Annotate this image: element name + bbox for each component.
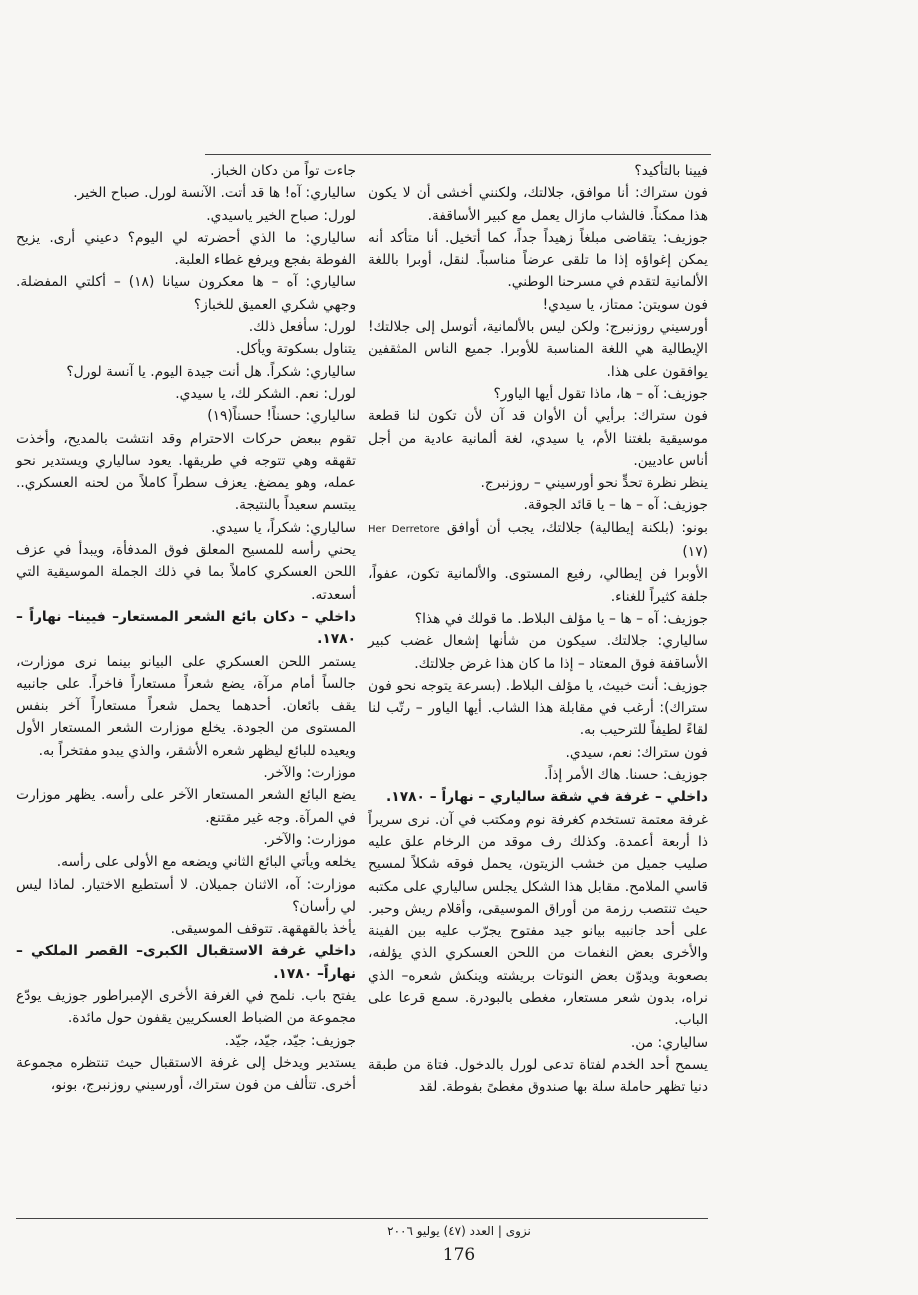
paragraph: بونو: (بلكنة إيطالية) جلالتك، يجب أن أوافق Her Derretore (١٧): [368, 519, 708, 561]
scene-heading: داخلي غرفة الاستقبال الكبرى– القصر الملكي – نهاراً– ١٧٨٠.: [16, 943, 356, 982]
paragraph: يحني رأسه للمسيح المعلق فوق المدفأة، ويبدأ في عزف اللحن العسكري كاملاً بما في ذلك الجملة الموسيقية التي أسعدته.: [16, 542, 356, 603]
paragraph: فون ستراك: نعم، سيدي.: [565, 744, 708, 761]
paragraph: سالياري: آه – ها معكرون سيانا (١٨) – أكلتي المفضلة. وجهي شكري العميق للخباز؟: [16, 274, 356, 313]
paragraph: سالياري: ما الذي أحضرته لي اليوم؟ دعيني أرى. يزيح الفوطة بفجع ويرفع غطاء العلبة.: [16, 229, 356, 269]
paragraph: موزارت: والآخر.: [263, 765, 356, 782]
paragraph: أورسيني روزنبرج: ولكن ليس بالألمانية، أتوسل إلى جلالتك! الإيطالية هي اللغة المناسبة للأوبرا. جميع الناس المثقفين يوافقون على هذا.: [368, 319, 708, 380]
paragraph: يستدير ويدخل إلى غرفة الاستقبال حيث تنتظره مجموعة أخرى. تتألف من فون ستراك، أورسيني روزنبرج، بونو،: [16, 1054, 356, 1094]
bottom-rule: [16, 1218, 708, 1219]
paragraph: يأخذ بالقهقهة. تتوقف الموسيقى.: [170, 921, 356, 938]
paragraph: سالياري: من.: [630, 1034, 708, 1051]
paragraph: يستمر اللحن العسكري على البيانو بينما نرى موزارت، جالساً أمام مرآة، يضع شعراً مستعاراً فاخراً. على جانبيه يقف بائعان. أحدهما يحمل شعراً مستعاراً آخر بنفس المستوى من الجودة. يخلع موزارت الشعر المستعار الأول ويعيده للبائع ليظهر شعره الأشقر، والذي يبدو مفتخراً به.: [16, 653, 356, 759]
paragraph: جوزيف: يتقاضى مبلغاً زهيداً جداً، كما أتخيل. أنا متأكد أنه يمكن إغواؤه إذا ما تلقى عرضاً مناسباً. لنقل، أوبرا باللغة الألمانية لتقدم في مسرحنا الوطني.: [368, 229, 708, 291]
scene-heading: داخلي – غرفة في شقة سالياري – نهاراً – ١٧٨٠.: [386, 789, 708, 806]
paragraph: جوزيف: آه – ها – يا مؤلف البلاط. ما قولك في هذا؟: [414, 610, 708, 627]
right-column: [368, 160, 708, 1098]
left-column: [16, 160, 356, 1096]
scene-heading: داخلي – دكان بائع الشعر المستعار– فيينا– نهاراً – ١٧٨٠.: [16, 608, 356, 648]
paragraph: يفتح باب. نلمح في الغرفة الأخرى الإمبراطور جوزيف يودّع مجموعة من الضباط العسكريين يقفون حول مائدة.: [16, 987, 356, 1027]
paragraph: جوزيف: آه – ها، ماذا تقول أيها الياور؟: [493, 385, 708, 402]
paragraph: يخلعه ويأتي البائع الثاني ويضعه مع الأولى على رأسه.: [56, 854, 356, 871]
paragraph: سالياري: جلالتك. سيكون من شأنها إشعال غضب كبير الأساقفة فوق المعتاد – إذا ما كان هذا غرض جلالتك.: [368, 633, 708, 672]
paragraph: يتناول بسكوتة ويأكل.: [235, 341, 356, 358]
paragraph: يضع البائع الشعر المستعار الآخر على رأسه. يظهر موزارت في المرآة. وجه غير مقتنع.: [16, 787, 356, 826]
paragraph: فون ستراك: أنا موافق، جلالتك، ولكنني أخشى أن لا يكون هذا ممكناً. فالشاب مازال يعمل مع كبير الأساقفة.: [368, 185, 708, 224]
paragraph: جوزيف: جيّد، جيّد، جيّد.: [224, 1032, 356, 1049]
paragraph: جوزيف: حسنا. هاك الأمر إذاً.: [544, 767, 708, 784]
paragraph: فيينا بالتأكيد؟: [634, 163, 708, 179]
paragraph: فون سويتن: ممتاز، يا سيدي!: [542, 296, 708, 313]
top-rule: [205, 154, 711, 155]
paragraph: سالياري: حسناً! حسناً(١٩): [207, 408, 356, 425]
paragraph: تقوم ببعض حركات الاحترام وقد انتشت بالمديح، وأخذت تقهقه وهي تتوجه في طريقها. يعود سالياري ويستدير نحو عمله، وهو يمضغ. يعزف سطراً كاملاً من لحنه العسكري.. يبتسم سعيداً بالنتيجة.: [16, 430, 356, 514]
paragraph: سالياري: آه! ها قد أتت. الآنسة لورل. صباح الخير.: [73, 185, 356, 202]
paragraph: لورل: صباح الخير ياسيدي.: [206, 207, 356, 224]
paragraph: جوزيف: أنت خبيث، يا مؤلف البلاط. (بسرعة يتوجه نحو فون ستراك): أرغب في مقابلة هذا الشاب. أيها الياور – رتّب لنا لقاءً لطيفاً للترحيب به.: [368, 677, 708, 739]
paragraph: لورل: نعم. الشكر لك، يا سيدي.: [175, 385, 356, 402]
paragraph: جاءت تواً من دكان الخباز.: [210, 163, 356, 179]
paragraph: سالياري: شكراً، يا سيدي.: [211, 519, 356, 536]
paragraph: يسمح أحد الخدم لفتاة تدعى لورل بالدخول. فتاة من طبقة دنيا تظهر حاملة سلة بها صندوق مغطىً بفوطة. لقد: [368, 1056, 708, 1096]
paragraph: لورل: سأفعل ذلك.: [248, 319, 356, 336]
paragraph: موزارت: آه، الاثنان جميلان. لا أستطيع الاختيار. لماذا ليس لي رأسان؟: [16, 876, 356, 915]
paragraph: موزارت: والآخر.: [263, 831, 356, 848]
journal-footer: نزوى | العدد (٤٧) يوليو ٢٠٠٦: [387, 1224, 531, 1238]
page-number: 176: [442, 1245, 476, 1265]
paragraph: غرفة معتمة تستخدم كغرفة نوم ومكتب في آن. نرى سريراً ذا أربعة أعمدة. وكذلك رف موقد من الرخام علق عليه صليب جميل من خشب الزيتون، يحمل فوقه شكلاً لمسيح قاسي الملامح. مقابل هذا الشكل يجلس سالياري على مكتبه حيث تنتصب رزمة من أوراق الموسيقى، وأقلام ريش وحبر. على أحد جانبيه بيانو جيد مفتوح يجرّب عليه بين الفينة والأخرى بعض النغمات من اللحن العسكري الذي يؤلفه، بصعوبة ويدوّن بعض النوتات بريشته وينكش شعره– الذي نراه، بدون شعر مستعار، مغطى بالبودرة. سمع قرعا على الباب.: [368, 811, 708, 1029]
paragraph: فون ستراك: برأيي أن الأوان قد آن لأن تكون لنا قطعة موسيقية بلغتنا الأم، يا سيدي، لغة ألمانية عادية من أجل أناس عاديين.: [368, 408, 708, 469]
paragraph: سالياري: شكراً. هل أنت جيدة اليوم. يا آنسة لورل؟: [66, 363, 356, 380]
paragraph: جوزيف: آه – ها – يا قائد الجوقة.: [523, 497, 708, 514]
paragraph: ينظر نظرة تحدٍّ نحو أورسيني – روزنبرج.: [480, 475, 708, 492]
paragraph: الأوبرا فن إيطالي، رفيع المستوى. والألمانية تكون، عفواً، جلفة كثيراً للغناء.: [368, 566, 708, 605]
